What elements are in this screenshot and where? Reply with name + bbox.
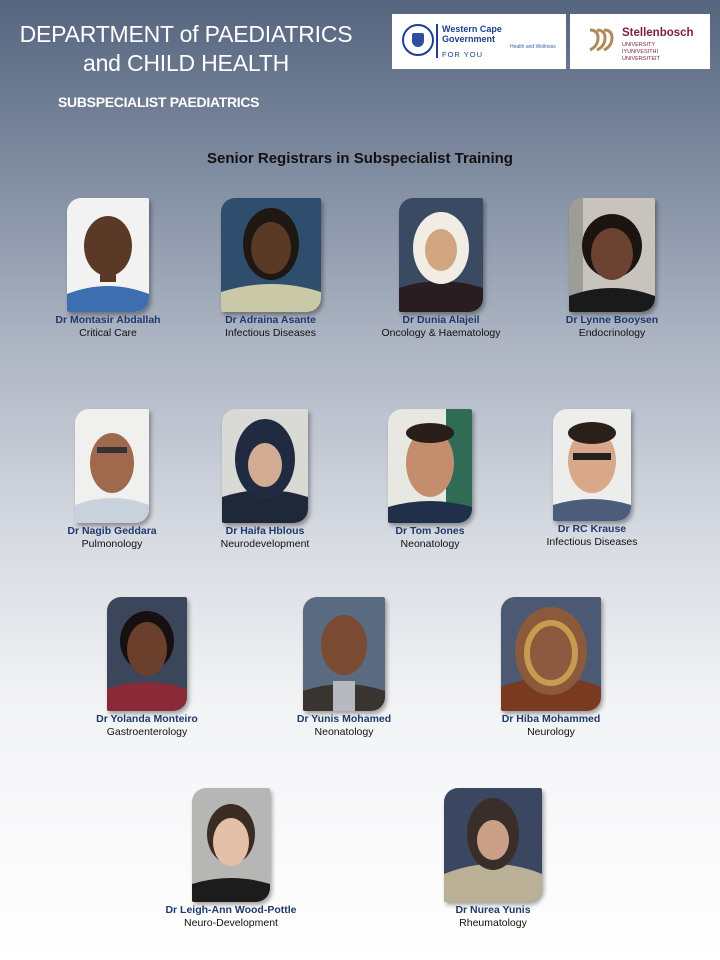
staff-specialty: Oncology & Haematology [381, 327, 501, 339]
staff-photo [75, 409, 149, 523]
staff-photo [221, 198, 321, 312]
staff-card [517, 409, 667, 549]
wc-logo-line-2: Government [442, 34, 496, 44]
su-logo-name: Stellenbosch [622, 27, 694, 39]
staff-card [72, 597, 222, 739]
staff-specialty: Pulmonology [81, 538, 143, 550]
staff-name: Dr Leigh-Ann Wood-Pottle [165, 904, 297, 916]
stellenbosch-university-logo [570, 14, 710, 69]
staff-card [537, 198, 687, 340]
staff-specialty: Critical Care [79, 327, 137, 339]
staff-photo [569, 198, 655, 312]
portrait-image [107, 597, 187, 711]
staff-card [476, 597, 626, 739]
portrait-image [75, 409, 149, 523]
stellenbosch-mark-icon [586, 26, 614, 54]
staff-specialty: Endocrinology [578, 327, 646, 339]
staff-name: Dr Yunis Mohamed [296, 713, 392, 725]
staff-photo [192, 788, 270, 902]
portrait-image [553, 409, 631, 521]
staff-name: Dr Yolanda Monteiro [96, 713, 198, 725]
staff-specialty: Infectious Diseases [224, 327, 317, 339]
staff-specialty: Neurology [527, 726, 575, 738]
wc-logo-text [442, 24, 512, 44]
staff-photo [67, 198, 149, 312]
portrait-image [399, 198, 483, 312]
staff-specialty: Rheumatology [459, 917, 527, 929]
staff-photo [303, 597, 385, 711]
su-logo-sub-3: UNIVERSITEIT [622, 56, 660, 62]
western-cape-government-logo [392, 14, 566, 69]
staff-photo [399, 198, 483, 312]
staff-specialty: Infectious Diseases [546, 536, 638, 548]
staff-card [269, 597, 419, 739]
staff-name: Dr Hiba Mohammed [501, 713, 601, 725]
portrait-image [444, 788, 542, 902]
portrait-image [67, 198, 149, 312]
portrait-image [222, 409, 308, 523]
staff-name: Dr Montasir Abdallah [55, 314, 161, 326]
portrait-image [303, 597, 385, 711]
portrait-image [501, 597, 601, 711]
title-line-2: and CHILD HEALTH [82, 50, 289, 76]
staff-card [193, 198, 348, 340]
portrait-image [569, 198, 655, 312]
staff-name: Dr Adraina Asante [225, 314, 316, 326]
staff-name: Dr Tom Jones [395, 525, 465, 537]
staff-name: Dr Nagib Geddara [67, 525, 157, 537]
logo-divider [436, 24, 438, 58]
staff-specialty: Neurodevelopment [220, 538, 310, 550]
staff-specialty: Neonatology [400, 538, 460, 550]
staff-photo [501, 597, 601, 711]
staff-photo [107, 597, 187, 711]
portrait-image [221, 198, 321, 312]
coat-of-arms-icon [402, 24, 434, 56]
staff-card [418, 788, 568, 930]
page-subtitle: SUBSPECIALIST PAEDIATRICS [58, 94, 260, 110]
wc-logo-department: Health and Wellness [510, 44, 556, 50]
wc-logo-tagline: FOR YOU [442, 50, 484, 59]
staff-specialty: Gastroenterology [106, 726, 188, 738]
staff-card [33, 198, 183, 340]
staff-card [190, 409, 340, 551]
wc-logo-line-1: Western Cape [442, 24, 502, 34]
staff-photo [388, 409, 472, 523]
staff-name: Dr Haifa Hblous [225, 525, 305, 537]
staff-photo [553, 409, 631, 521]
staff-card [355, 409, 505, 551]
staff-name: Dr Lynne Booysen [565, 314, 659, 326]
page-title [0, 20, 372, 78]
staff-name: Dr Nurea Yunis [455, 904, 531, 916]
staff-name: Dr Dunia Alajeil [402, 314, 480, 326]
staff-specialty: Neuro-Development [184, 917, 278, 929]
portrait-image [388, 409, 472, 523]
portrait-image [192, 788, 270, 902]
staff-photo [222, 409, 308, 523]
staff-name: Dr RC Krause [557, 523, 627, 535]
su-logo-sub-1: UNIVERSITY [622, 42, 656, 48]
staff-card [156, 788, 306, 930]
title-line-1: DEPARTMENT of PAEDIATRICS [19, 21, 353, 47]
staff-photo [444, 788, 542, 902]
su-logo-subtitle [622, 42, 702, 63]
staff-specialty: Neonatology [314, 726, 374, 738]
section-heading: Senior Registrars in Subspecialist Training [207, 150, 513, 167]
staff-card [36, 409, 188, 551]
staff-card [365, 198, 517, 340]
su-logo-sub-2: IYUNIVESITHI [622, 49, 659, 55]
